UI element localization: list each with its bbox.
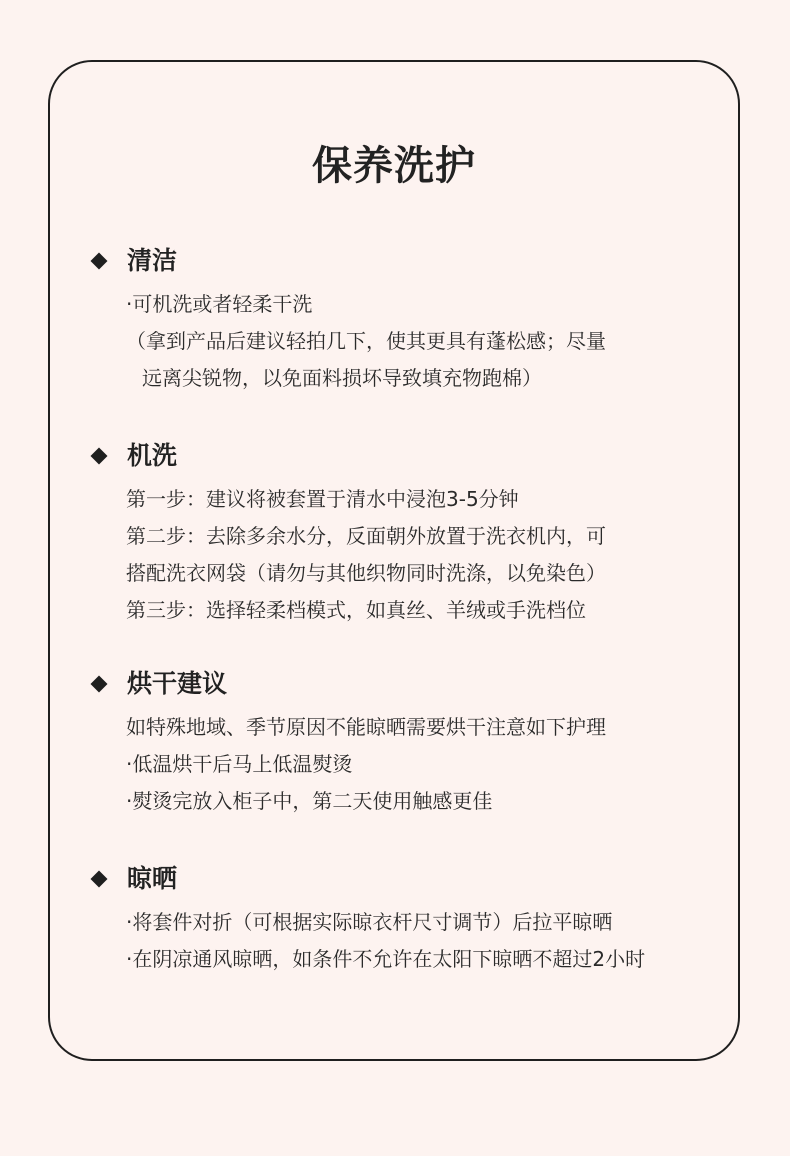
section-title: 晾晒 — [127, 864, 178, 893]
section-header — [90, 242, 718, 280]
section-body — [126, 481, 718, 629]
text-line: ·将套件对折（可根据实际晾衣杆尺寸调节）后拉平晾晒 — [126, 910, 613, 934]
text-line: 远离尖锐物，以免面料损坏导致填充物跑棉） — [142, 366, 542, 390]
section-air-drying — [90, 860, 718, 978]
section-cleaning — [90, 242, 718, 397]
section-drying-advice — [90, 665, 718, 820]
text-line: ·在阴凉通风晾晒，如条件不允许在太阳下晾晒不超过2小时 — [126, 947, 646, 971]
text-line: （拿到产品后建议轻拍几下，使其更具有蓬松感；尽量 — [126, 329, 606, 353]
section-header — [90, 665, 718, 703]
section-machine-wash — [90, 437, 718, 629]
text-line: 搭配洗衣网袋（请勿与其他织物同时洗涤，以免染色） — [126, 561, 606, 585]
page-title: 保养洗护 — [312, 143, 476, 189]
section-title: 清洁 — [127, 246, 178, 275]
text-line: 如特殊地域、季节原因不能晾晒需要烘干注意如下护理 — [126, 715, 606, 739]
section-body — [126, 709, 718, 820]
diamond-bullet-icon — [91, 448, 108, 465]
section-header — [90, 437, 718, 475]
text-line: ·可机洗或者轻柔干洗 — [126, 292, 313, 316]
text-line: 第一步：建议将被套置于清水中浸泡3-5分钟 — [126, 487, 519, 511]
diamond-bullet-icon — [91, 253, 108, 270]
text-line: 第二步：去除多余水分，反面朝外放置于洗衣机内，可 — [126, 524, 606, 548]
text-line: 第三步：选择轻柔档模式，如真丝、羊绒或手洗档位 — [126, 598, 586, 622]
section-body — [126, 286, 718, 397]
section-title: 机洗 — [127, 441, 178, 470]
care-instructions-card — [48, 60, 740, 1061]
diamond-bullet-icon — [91, 676, 108, 693]
text-line: ·熨烫完放入柜子中，第二天使用触感更佳 — [126, 789, 493, 813]
diamond-bullet-icon — [91, 871, 108, 888]
section-body — [126, 904, 718, 978]
section-title: 烘干建议 — [127, 669, 228, 698]
section-header — [90, 860, 718, 898]
text-line: ·低温烘干后马上低温熨烫 — [126, 752, 353, 776]
